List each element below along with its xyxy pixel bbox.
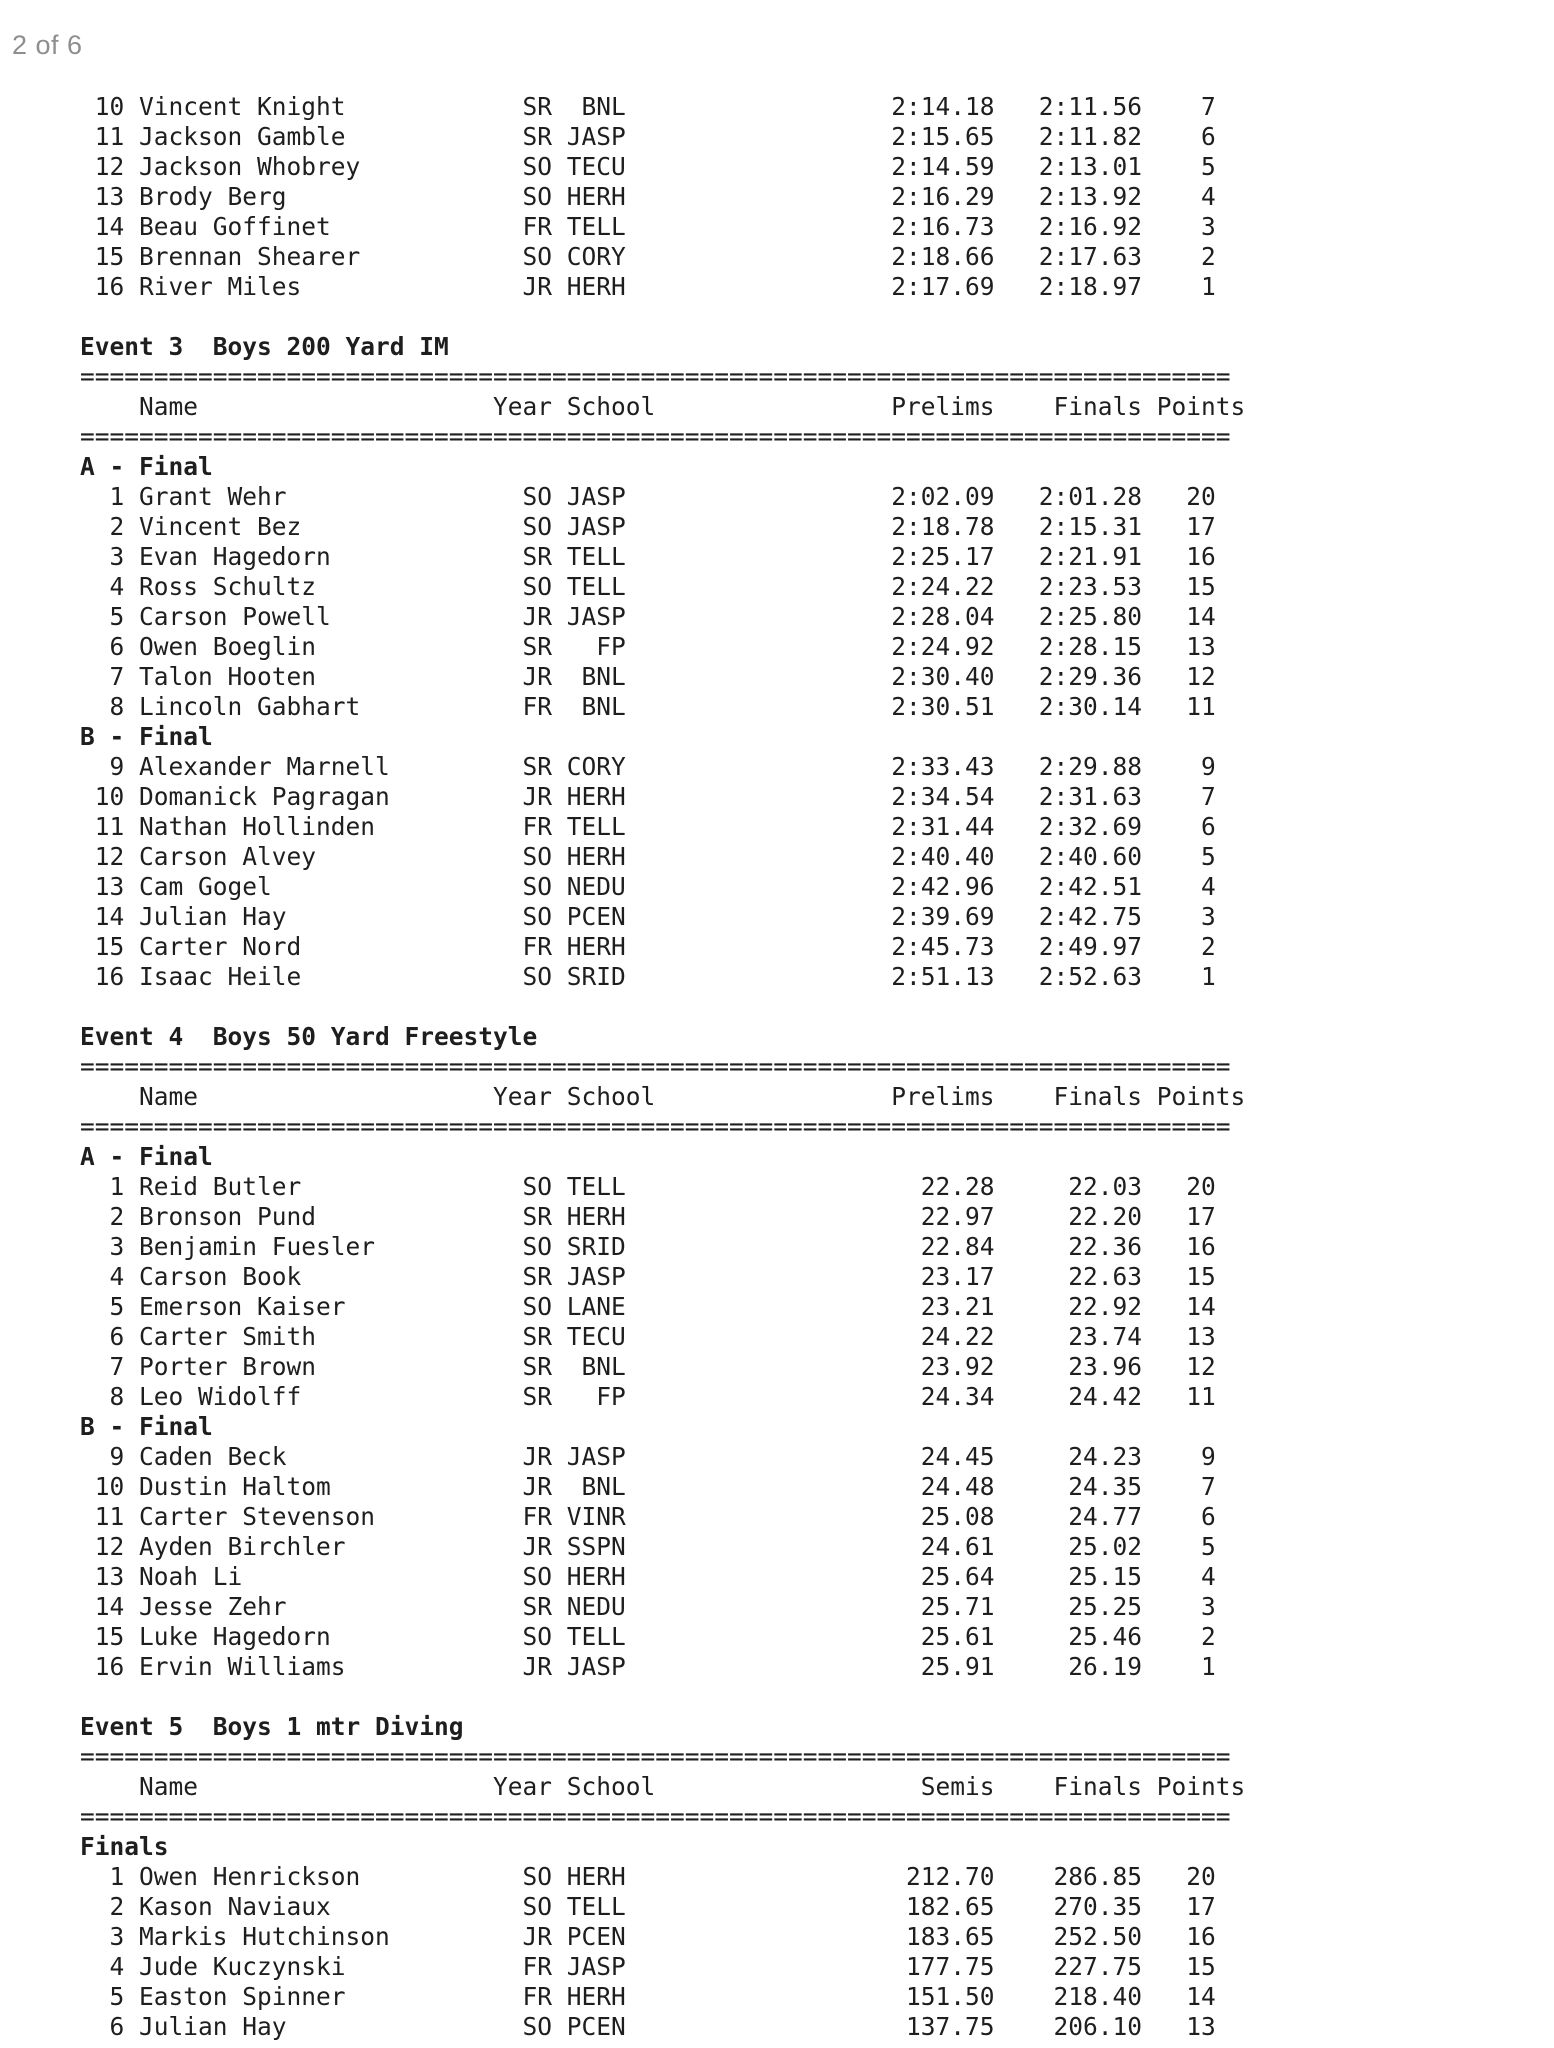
result-row: 6 Carter Smith SR TECU 24.22 23.74 13	[80, 1322, 1216, 1351]
blank-line	[80, 302, 1245, 332]
result-row: 12 Jackson Whobrey SO TECU 2:14.59 2:13.01 5	[80, 152, 1216, 181]
heat-label: B - Final	[80, 1412, 213, 1441]
result-row: 10 Domanick Pagragan JR HERH 2:34.54 2:31.63 7	[80, 782, 1216, 811]
heat-label: Finals	[80, 1832, 169, 1861]
result-row: 16 River Miles JR HERH 2:17.69 2:18.97 1	[80, 272, 1216, 301]
heat-label: B - Final	[80, 722, 213, 751]
result-row: 14 Beau Goffinet FR TELL 2:16.73 2:16.92 3	[80, 212, 1216, 241]
separator-line: ==============================================================================	[80, 422, 1231, 451]
results-document	[80, 92, 1245, 2042]
result-row: 4 Ross Schultz SO TELL 2:24.22 2:23.53 15	[80, 572, 1216, 601]
event-title: Event 3 Boys 200 Yard IM	[80, 332, 449, 361]
result-row: 5 Carson Powell JR JASP 2:28.04 2:25.80 14	[80, 602, 1216, 631]
separator-line: ==============================================================================	[80, 362, 1231, 391]
separator-line: ==============================================================================	[80, 1112, 1231, 1141]
result-row: 15 Brennan Shearer SO CORY 2:18.66 2:17.63 2	[80, 242, 1216, 271]
result-row: 11 Nathan Hollinden FR TELL 2:31.44 2:32.69 6	[80, 812, 1216, 841]
result-row: 3 Benjamin Fuesler SO SRID 22.84 22.36 16	[80, 1232, 1216, 1261]
result-row: 2 Kason Naviaux SO TELL 182.65 270.35 17	[80, 1892, 1216, 1921]
result-row: 9 Alexander Marnell SR CORY 2:33.43 2:29.88 9	[80, 752, 1216, 781]
result-row: 16 Ervin Williams JR JASP 25.91 26.19 1	[80, 1652, 1216, 1681]
result-row: 1 Grant Wehr SO JASP 2:02.09 2:01.28 20	[80, 482, 1216, 511]
result-row: 1 Owen Henrickson SO HERH 212.70 286.85 20	[80, 1862, 1216, 1891]
result-row: 7 Talon Hooten JR BNL 2:30.40 2:29.36 12	[80, 662, 1216, 691]
result-row: 6 Owen Boeglin SR FP 2:24.92 2:28.15 13	[80, 632, 1216, 661]
result-row: 8 Lincoln Gabhart FR BNL 2:30.51 2:30.14 11	[80, 692, 1216, 721]
result-row: 12 Ayden Birchler JR SSPN 24.61 25.02 5	[80, 1532, 1216, 1561]
result-row: 10 Vincent Knight SR BNL 2:14.18 2:11.56 7	[80, 92, 1216, 121]
result-row: 2 Vincent Bez SO JASP 2:18.78 2:15.31 17	[80, 512, 1216, 541]
separator-line: ==============================================================================	[80, 1742, 1231, 1771]
result-row: 7 Porter Brown SR BNL 23.92 23.96 12	[80, 1352, 1216, 1381]
result-row: 14 Julian Hay SO PCEN 2:39.69 2:42.75 3	[80, 902, 1216, 931]
result-row: 9 Caden Beck JR JASP 24.45 24.23 9	[80, 1442, 1216, 1471]
separator-line: ==============================================================================	[80, 1052, 1231, 1081]
result-row: 11 Carter Stevenson FR VINR 25.08 24.77 6	[80, 1502, 1216, 1531]
page-indicator-label: 2 of 6	[12, 30, 83, 60]
result-row: 14 Jesse Zehr SR NEDU 25.71 25.25 3	[80, 1592, 1216, 1621]
result-row: 2 Bronson Pund SR HERH 22.97 22.20 17	[80, 1202, 1216, 1231]
result-row: 4 Jude Kuczynski FR JASP 177.75 227.75 15	[80, 1952, 1216, 1981]
result-row: 5 Easton Spinner FR HERH 151.50 218.40 14	[80, 1982, 1216, 2011]
heat-label: A - Final	[80, 452, 213, 481]
blank-line	[80, 1682, 1245, 1712]
heat-label: A - Final	[80, 1142, 213, 1171]
page-indicator	[12, 30, 83, 61]
result-row: 6 Julian Hay SO PCEN 137.75 206.10 13	[80, 2012, 1216, 2041]
result-row: 3 Evan Hagedorn SR TELL 2:25.17 2:21.91 16	[80, 542, 1216, 571]
result-row: 10 Dustin Haltom JR BNL 24.48 24.35 7	[80, 1472, 1216, 1501]
result-row: 3 Markis Hutchinson JR PCEN 183.65 252.50 16	[80, 1922, 1216, 1951]
result-row: 8 Leo Widolff SR FP 24.34 24.42 11	[80, 1382, 1216, 1411]
result-row: 1 Reid Butler SO TELL 22.28 22.03 20	[80, 1172, 1216, 1201]
result-row: 13 Cam Gogel SO NEDU 2:42.96 2:42.51 4	[80, 872, 1216, 901]
result-row: 13 Brody Berg SO HERH 2:16.29 2:13.92 4	[80, 182, 1216, 211]
result-row: 11 Jackson Gamble SR JASP 2:15.65 2:11.82 6	[80, 122, 1216, 151]
result-row: 16 Isaac Heile SO SRID 2:51.13 2:52.63 1	[80, 962, 1216, 991]
result-row: 15 Carter Nord FR HERH 2:45.73 2:49.97 2	[80, 932, 1216, 961]
result-row: 12 Carson Alvey SO HERH 2:40.40 2:40.60 5	[80, 842, 1216, 871]
event-title: Event 4 Boys 50 Yard Freestyle	[80, 1022, 538, 1051]
result-row: 5 Emerson Kaiser SO LANE 23.21 22.92 14	[80, 1292, 1216, 1321]
column-header: Name Year School Prelims Finals Points	[80, 1082, 1246, 1111]
result-row: 13 Noah Li SO HERH 25.64 25.15 4	[80, 1562, 1216, 1591]
separator-line: ==============================================================================	[80, 1802, 1231, 1831]
event-title: Event 5 Boys 1 mtr Diving	[80, 1712, 464, 1741]
result-row: 4 Carson Book SR JASP 23.17 22.63 15	[80, 1262, 1216, 1291]
column-header: Name Year School Prelims Finals Points	[80, 392, 1246, 421]
blank-line	[80, 992, 1245, 1022]
result-row: 15 Luke Hagedorn SO TELL 25.61 25.46 2	[80, 1622, 1216, 1651]
column-header: Name Year School Semis Finals Points	[80, 1772, 1246, 1801]
